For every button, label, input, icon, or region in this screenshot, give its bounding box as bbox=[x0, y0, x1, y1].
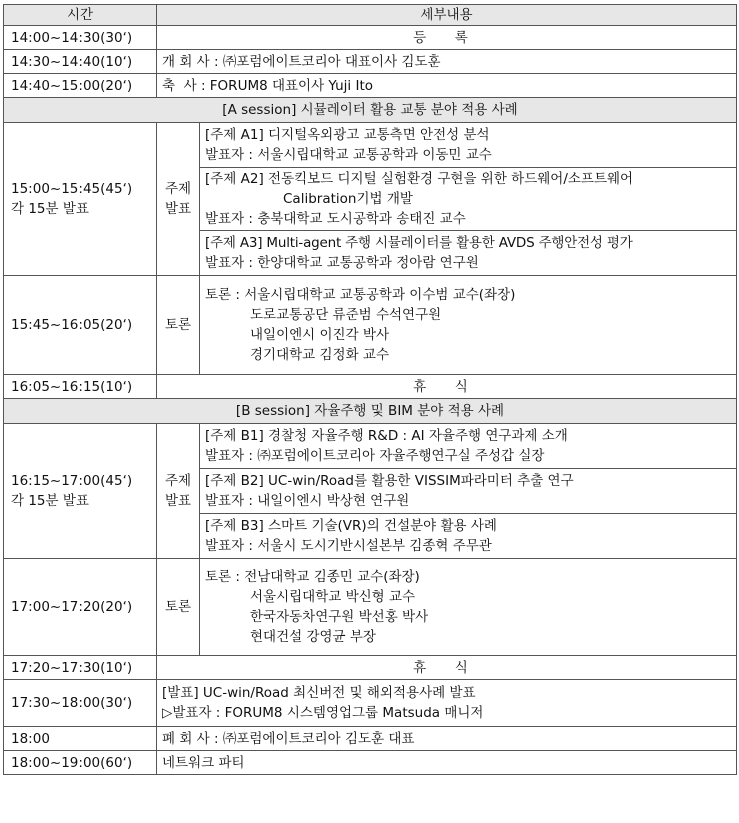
talk-b2-cell bbox=[200, 469, 737, 514]
table-row bbox=[4, 751, 737, 775]
session-b-header-row bbox=[4, 399, 737, 424]
time-cell: 17:00~17:20(20‘) bbox=[4, 559, 157, 656]
table-row bbox=[4, 656, 737, 680]
time-cell bbox=[4, 123, 157, 276]
schedule-table bbox=[3, 4, 737, 775]
talk-presenter: 발표자 : 한양대학교 교통공학과 정아람 연구원 bbox=[205, 255, 479, 271]
discussion-b-cell bbox=[200, 559, 737, 656]
type-label: 주제 bbox=[164, 473, 192, 489]
networking-cell: 네트워크 파티 bbox=[157, 751, 737, 775]
talk-presenter: 발표자 : 충북대학교 도시공학과 송태진 교수 bbox=[205, 211, 466, 227]
talk-presenter: ▷발표자 : FORUM8 시스템영업그룹 Matsuda 매니저 bbox=[162, 705, 484, 721]
closing-speech-cell: 폐 회 사 : ㈜포럼에이트코리아 김도훈 대표 bbox=[157, 727, 737, 751]
talk-a3-cell bbox=[200, 231, 737, 276]
talk-title-cont: Calibration기법 개발 bbox=[283, 191, 413, 207]
discussion-a-cell bbox=[200, 276, 737, 375]
talk-a2-cell bbox=[200, 168, 737, 231]
break-cell: 휴 식 bbox=[157, 656, 737, 680]
time-cell: 15:45~16:05(20‘) bbox=[4, 276, 157, 375]
discussion-panelist: 도로교통공단 류준범 수석연구원 bbox=[250, 307, 442, 323]
talk-title: [주제 B3] 스마트 기술(VR)의 건설분야 활용 사례 bbox=[205, 518, 497, 534]
type-cell bbox=[157, 424, 200, 559]
time-note: 각 15분 발표 bbox=[11, 201, 89, 217]
discussion-panelist: 현대건설 강영균 부장 bbox=[250, 629, 376, 645]
time-note: 각 15분 발표 bbox=[11, 493, 89, 509]
talk-presenter: 발표자 : 서울시립대학교 교통공학과 이동민 교수 bbox=[205, 147, 492, 163]
talk-title: [주제 B2] UC-win/Road를 활용한 VISSIM파라미터 추출 연구 bbox=[205, 473, 574, 489]
talk-title: [발표] UC-win/Road 최신버전 및 해외적용사례 발표 bbox=[162, 685, 476, 701]
talk-presenter: 발표자 : ㈜포럼에이트코리아 자율주행연구실 주성갑 실장 bbox=[205, 448, 545, 464]
table-row bbox=[4, 276, 737, 375]
discussion-panelist: 서울시립대학교 박신형 교수 bbox=[250, 589, 416, 605]
registration-cell: 등 록 bbox=[157, 26, 737, 50]
time-cell bbox=[4, 424, 157, 559]
time-cell: 14:40~15:00(20‘) bbox=[4, 74, 157, 98]
talk-title: [주제 A3] Multi-agent 주행 시뮬레이터를 활용한 AVDS 주행안전성 평가 bbox=[205, 235, 633, 251]
type-label: 발표 bbox=[164, 201, 192, 217]
talk-presenter: 발표자 : 내일이엔시 박상현 연구원 bbox=[205, 493, 410, 509]
table-row bbox=[4, 123, 737, 168]
table-row bbox=[4, 74, 737, 98]
session-a-header-row bbox=[4, 98, 737, 123]
type-cell: 토론 bbox=[157, 276, 200, 375]
session-b-title: [B session] 자율주행 및 BIM 분야 적용 사례 bbox=[4, 399, 737, 424]
time-cell: 18:00~19:00(60‘) bbox=[4, 751, 157, 775]
table-header-row bbox=[4, 5, 737, 26]
table-row bbox=[4, 559, 737, 656]
talk-b3-cell bbox=[200, 514, 737, 559]
opening-speech-cell: 개 회 사 : ㈜포럼에이트코리아 대표이사 김도훈 bbox=[157, 50, 737, 74]
table-row bbox=[4, 727, 737, 751]
talk-title: [주제 B1] 경찰청 자율주행 R&D : AI 자율주행 연구과제 소개 bbox=[205, 428, 568, 444]
talk-b1-cell bbox=[200, 424, 737, 469]
table-row bbox=[4, 375, 737, 399]
time-range: 15:00~15:45(45‘) bbox=[11, 181, 133, 197]
time-cell: 16:05~16:15(10‘) bbox=[4, 375, 157, 399]
discussion-panelist: 한국자동차연구원 박선홍 박사 bbox=[250, 609, 429, 625]
table-row bbox=[4, 424, 737, 469]
discussion-panelist: 내일이엔시 이진각 박사 bbox=[250, 327, 389, 343]
discussion-panelist: 경기대학교 김정화 교수 bbox=[250, 347, 389, 363]
type-cell bbox=[157, 123, 200, 276]
header-time: 시간 bbox=[4, 5, 157, 26]
header-detail: 세부내용 bbox=[157, 5, 737, 26]
type-label: 주제 bbox=[164, 181, 192, 197]
break-cell: 휴 식 bbox=[157, 375, 737, 399]
time-cell: 17:30~18:00(30‘) bbox=[4, 680, 157, 727]
latest-version-cell bbox=[157, 680, 737, 727]
discussion-chair: 토론 : 전남대학교 김종민 교수(좌장) bbox=[205, 569, 420, 585]
table-row bbox=[4, 680, 737, 727]
talk-presenter: 발표자 : 서울시 도시기반시설본부 김종혁 주무관 bbox=[205, 538, 492, 554]
congratulatory-speech-cell: 축 사 : FORUM8 대표이사 Yuji Ito bbox=[157, 74, 737, 98]
discussion-chair: 토론 : 서울시립대학교 교통공학과 이수범 교수(좌장) bbox=[205, 287, 516, 303]
type-cell: 토론 bbox=[157, 559, 200, 656]
table-row bbox=[4, 26, 737, 50]
time-cell: 14:30~14:40(10‘) bbox=[4, 50, 157, 74]
time-cell: 14:00~14:30(30‘) bbox=[4, 26, 157, 50]
talk-title: [주제 A2] 전동킥보드 디지털 실험환경 구현을 위한 하드웨어/소프트웨어 bbox=[205, 171, 634, 187]
talk-title: [주제 A1] 디지털옥외광고 교통측면 안전성 분석 bbox=[205, 127, 490, 143]
type-label: 발표 bbox=[164, 493, 192, 509]
time-cell: 18:00 bbox=[4, 727, 157, 751]
talk-a1-cell bbox=[200, 123, 737, 168]
time-cell: 17:20~17:30(10‘) bbox=[4, 656, 157, 680]
table-row bbox=[4, 50, 737, 74]
time-range: 16:15~17:00(45‘) bbox=[11, 473, 133, 489]
session-a-title: [A session] 시뮬레이터 활용 교통 분야 적용 사례 bbox=[4, 98, 737, 123]
